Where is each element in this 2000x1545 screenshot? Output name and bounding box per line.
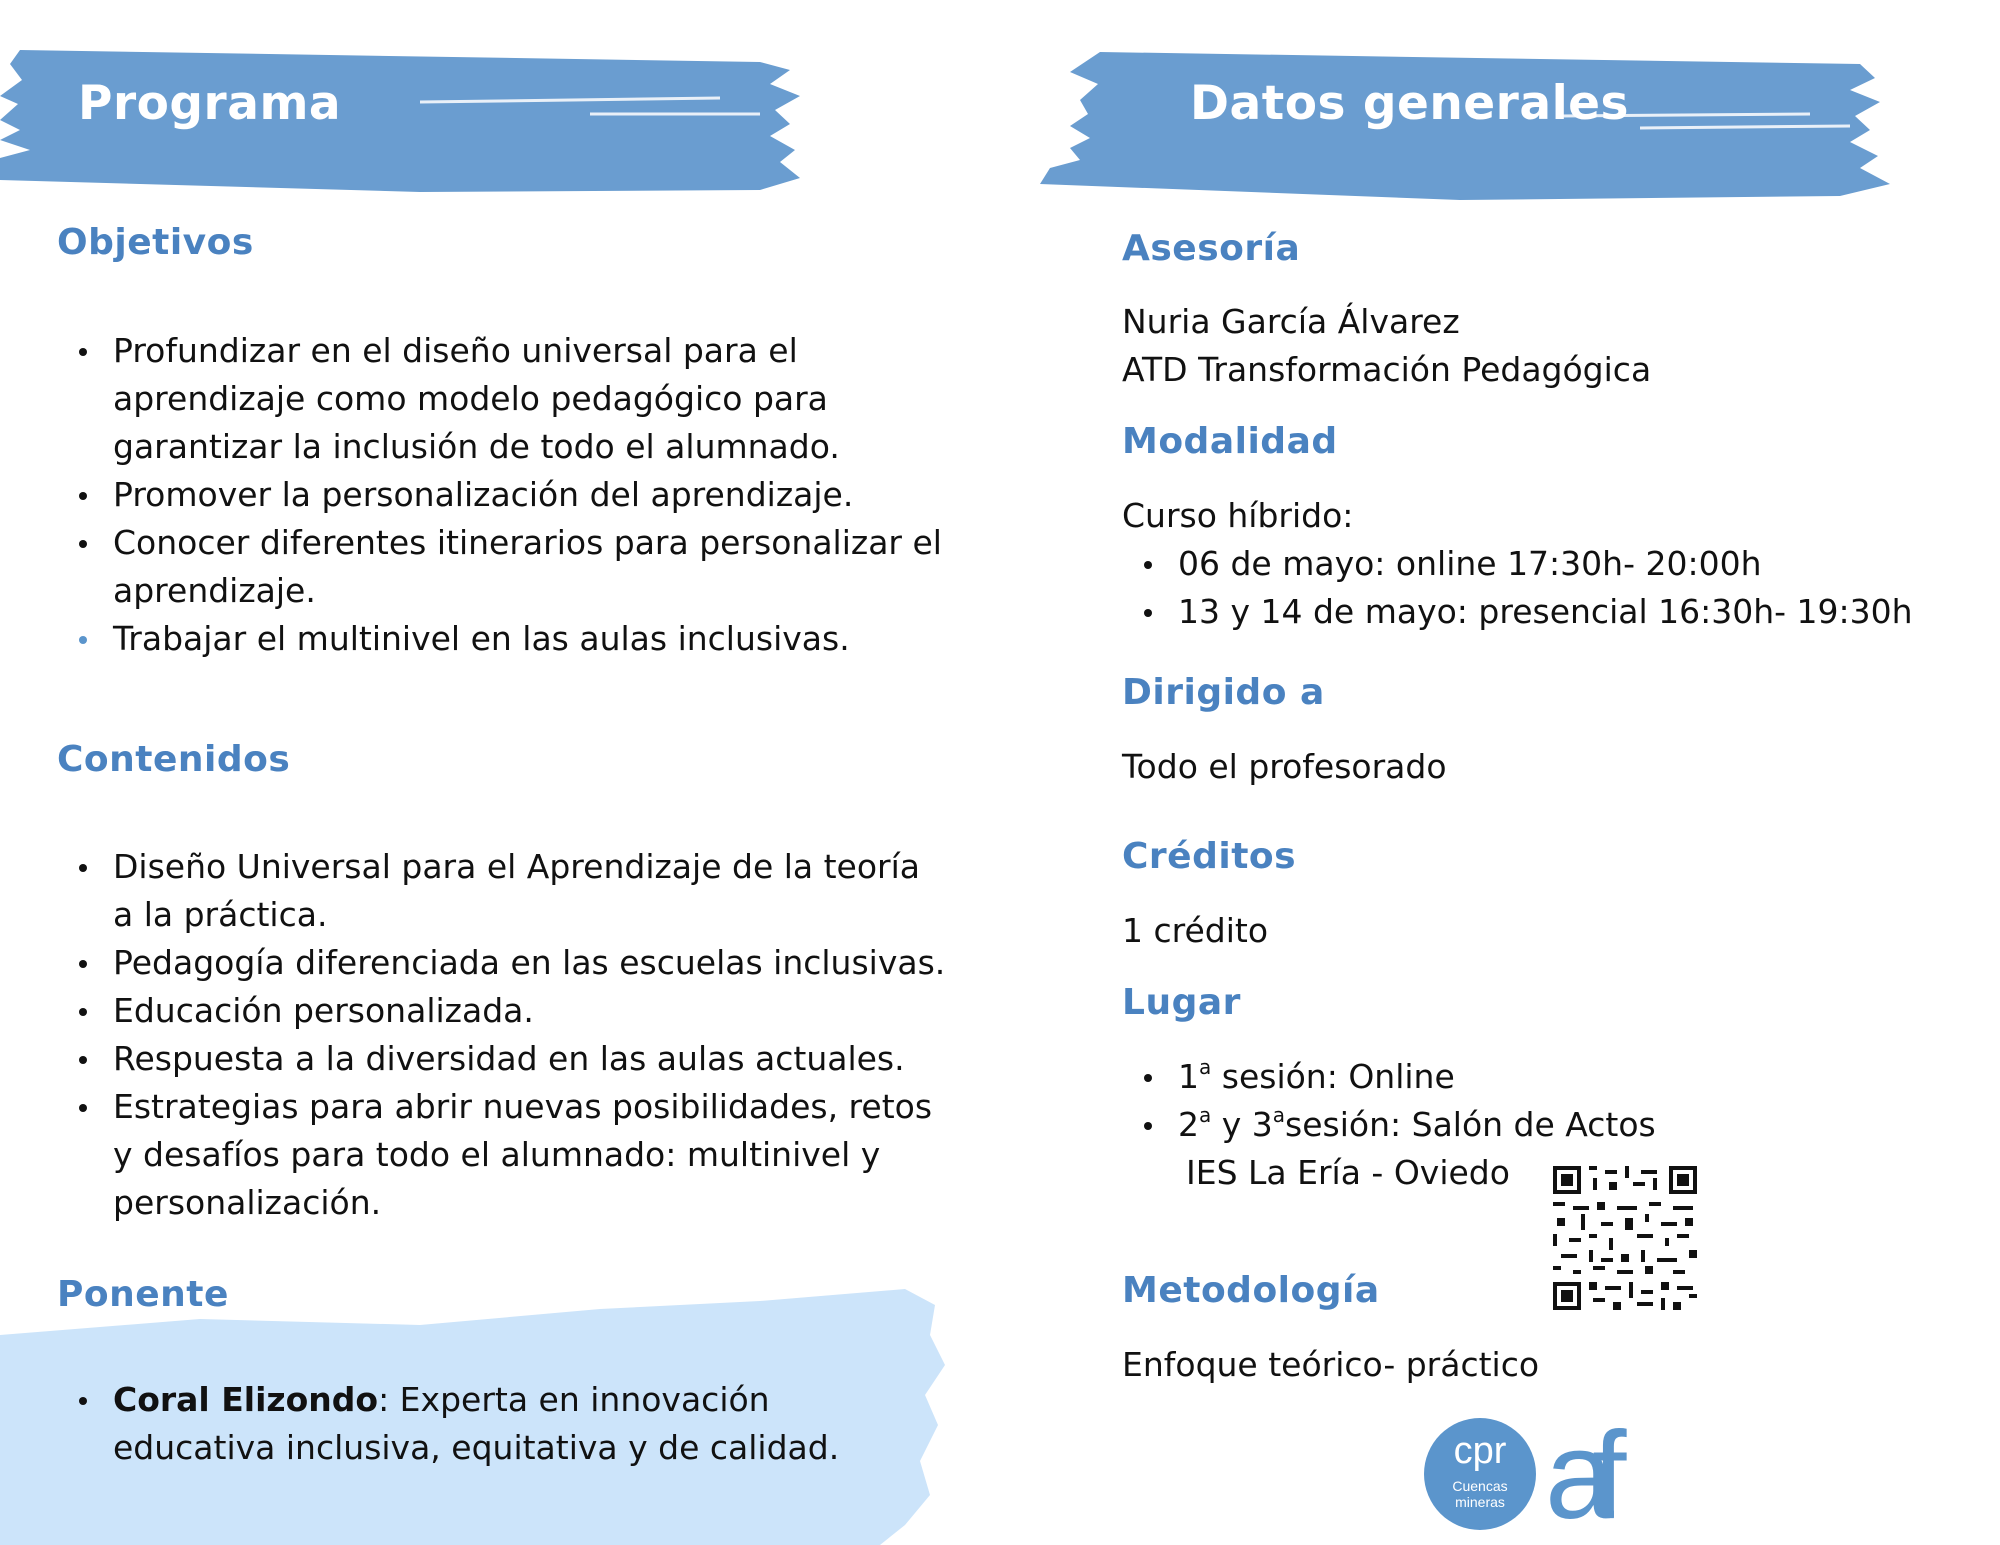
asesoria-heading: Asesoría	[1122, 228, 1301, 269]
ponente-heading: Ponente	[57, 1274, 229, 1315]
datos-title: Datos generales	[1190, 76, 1630, 131]
metodologia-heading: Metodología	[1122, 1270, 1380, 1311]
contenidos-list	[57, 843, 997, 1227]
objetivos-list	[57, 327, 997, 663]
ponente-list	[57, 1376, 957, 1472]
lugar-list	[1122, 1053, 1822, 1197]
list-item: Diseño Universal para el Aprendizaje de la teoría a la práctica.	[57, 843, 997, 939]
list-item: Coral Elizondo: Experta en innovación educativa inclusiva, equitativa y de calidad.	[57, 1376, 957, 1472]
programa-title: Programa	[78, 76, 342, 131]
qr-code-icon[interactable]	[1553, 1166, 1697, 1310]
objetivos-heading: Objetivos	[57, 222, 254, 263]
lugar-heading: Lugar	[1122, 982, 1241, 1023]
modalidad-list	[1122, 540, 1972, 636]
list-item: 1$^a$ sesión: Online	[1122, 1053, 1822, 1101]
modalidad-intro: Curso híbrido:	[1122, 496, 1354, 535]
list-item: Conocer diferentes itinerarios para personalizar el aprendizaje.	[57, 519, 997, 615]
asesoria-text: Nuria García Álvarez ATD Transformación Pedagógica	[1122, 302, 1652, 389]
metodologia-text: Enfoque teórico- práctico	[1122, 1345, 1540, 1384]
list-item: Profundizar en el diseño universal para el aprendizaje como modelo pedagógico para garantizar la inclusión de todo el alumnado.	[57, 327, 997, 471]
list-item: 2$^a$ y 3$^a$sesión: Salón de Actos IES La Ería - Oviedo	[1122, 1101, 1822, 1197]
ponente-name: Coral Elizondo	[113, 1380, 379, 1419]
list-item: Promover la personalización del aprendizaje.	[57, 471, 997, 519]
list-item: Educación personalizada.	[57, 987, 997, 1035]
dirigido-text: Todo el profesorado	[1122, 747, 1447, 786]
dirigido-heading: Dirigido a	[1122, 672, 1325, 713]
list-item: Respuesta a la diversidad en las aulas actuales.	[57, 1035, 997, 1083]
creditos-heading: Créditos	[1122, 836, 1297, 877]
creditos-text: 1 crédito	[1122, 911, 1269, 950]
list-item: Estrategias para abrir nuevas posibilidades, retos y desafíos para todo el alumnado: multinivel y personalización.	[57, 1083, 997, 1227]
list-item: Pedagogía diferenciada en las escuelas inclusivas.	[57, 939, 997, 987]
list-item: Trabajar el multinivel en las aulas inclusivas.	[57, 615, 997, 663]
af-logo: af	[1545, 1407, 1605, 1545]
modalidad-heading: Modalidad	[1122, 421, 1338, 462]
contenidos-heading: Contenidos	[57, 739, 291, 780]
cpr-logo: cpr Cuencas mineras	[1424, 1418, 1536, 1530]
list-item: 06 de mayo: online 17:30h- 20:00h	[1122, 540, 1972, 588]
list-item: 13 y 14 de mayo: presencial 16:30h- 19:30h	[1122, 588, 1972, 636]
